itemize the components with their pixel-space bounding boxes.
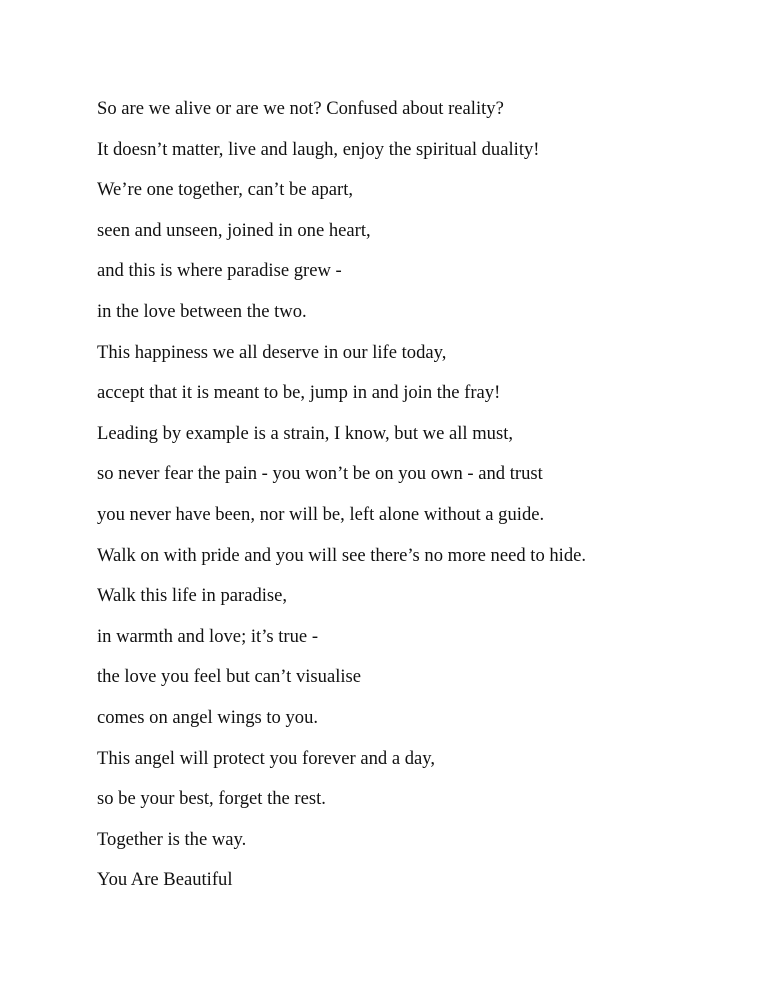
poem-line: and this is where paradise grew - (97, 260, 342, 282)
poem-line: Walk on with pride and you will see there’s no more need to hide. (97, 544, 587, 566)
poem-text (97, 89, 586, 901)
poem-line: in warmth and love; it’s true - (97, 625, 319, 647)
poem-line: You Are Beautiful (97, 869, 233, 891)
poem-line: comes on angel wings to you. (97, 706, 319, 728)
poem-line: We’re one together, can’t be apart, (97, 179, 354, 201)
poem-line: So are we alive or are we not? Confused about reality? (97, 98, 504, 119)
poem-line: so never fear the pain - you won’t be on you own - and trust (97, 463, 543, 485)
poem-line: accept that it is meant to be, jump in and join the fray! (97, 382, 501, 404)
poem-line: the love you feel but can’t visualise (97, 666, 362, 688)
poem-line: you never have been, nor will be, left alone without a guide. (97, 503, 545, 525)
poem-line: Leading by example is a strain, I know, but we all must, (97, 422, 514, 444)
poem-line: This happiness we all deserve in our life today, (97, 341, 447, 363)
poem-line: Together is the way. (97, 828, 247, 850)
poem-line: so be your best, forget the rest. (97, 788, 326, 810)
poem-line: in the love between the two. (97, 300, 307, 322)
poem-line: Walk this life in paradise, (97, 585, 288, 607)
poem-line: It doesn’t matter, live and laugh, enjoy the spiritual duality! (97, 138, 540, 160)
poem-line: seen and unseen, joined in one heart, (97, 219, 371, 241)
poem-line: This angel will protect you forever and a day, (97, 747, 436, 769)
